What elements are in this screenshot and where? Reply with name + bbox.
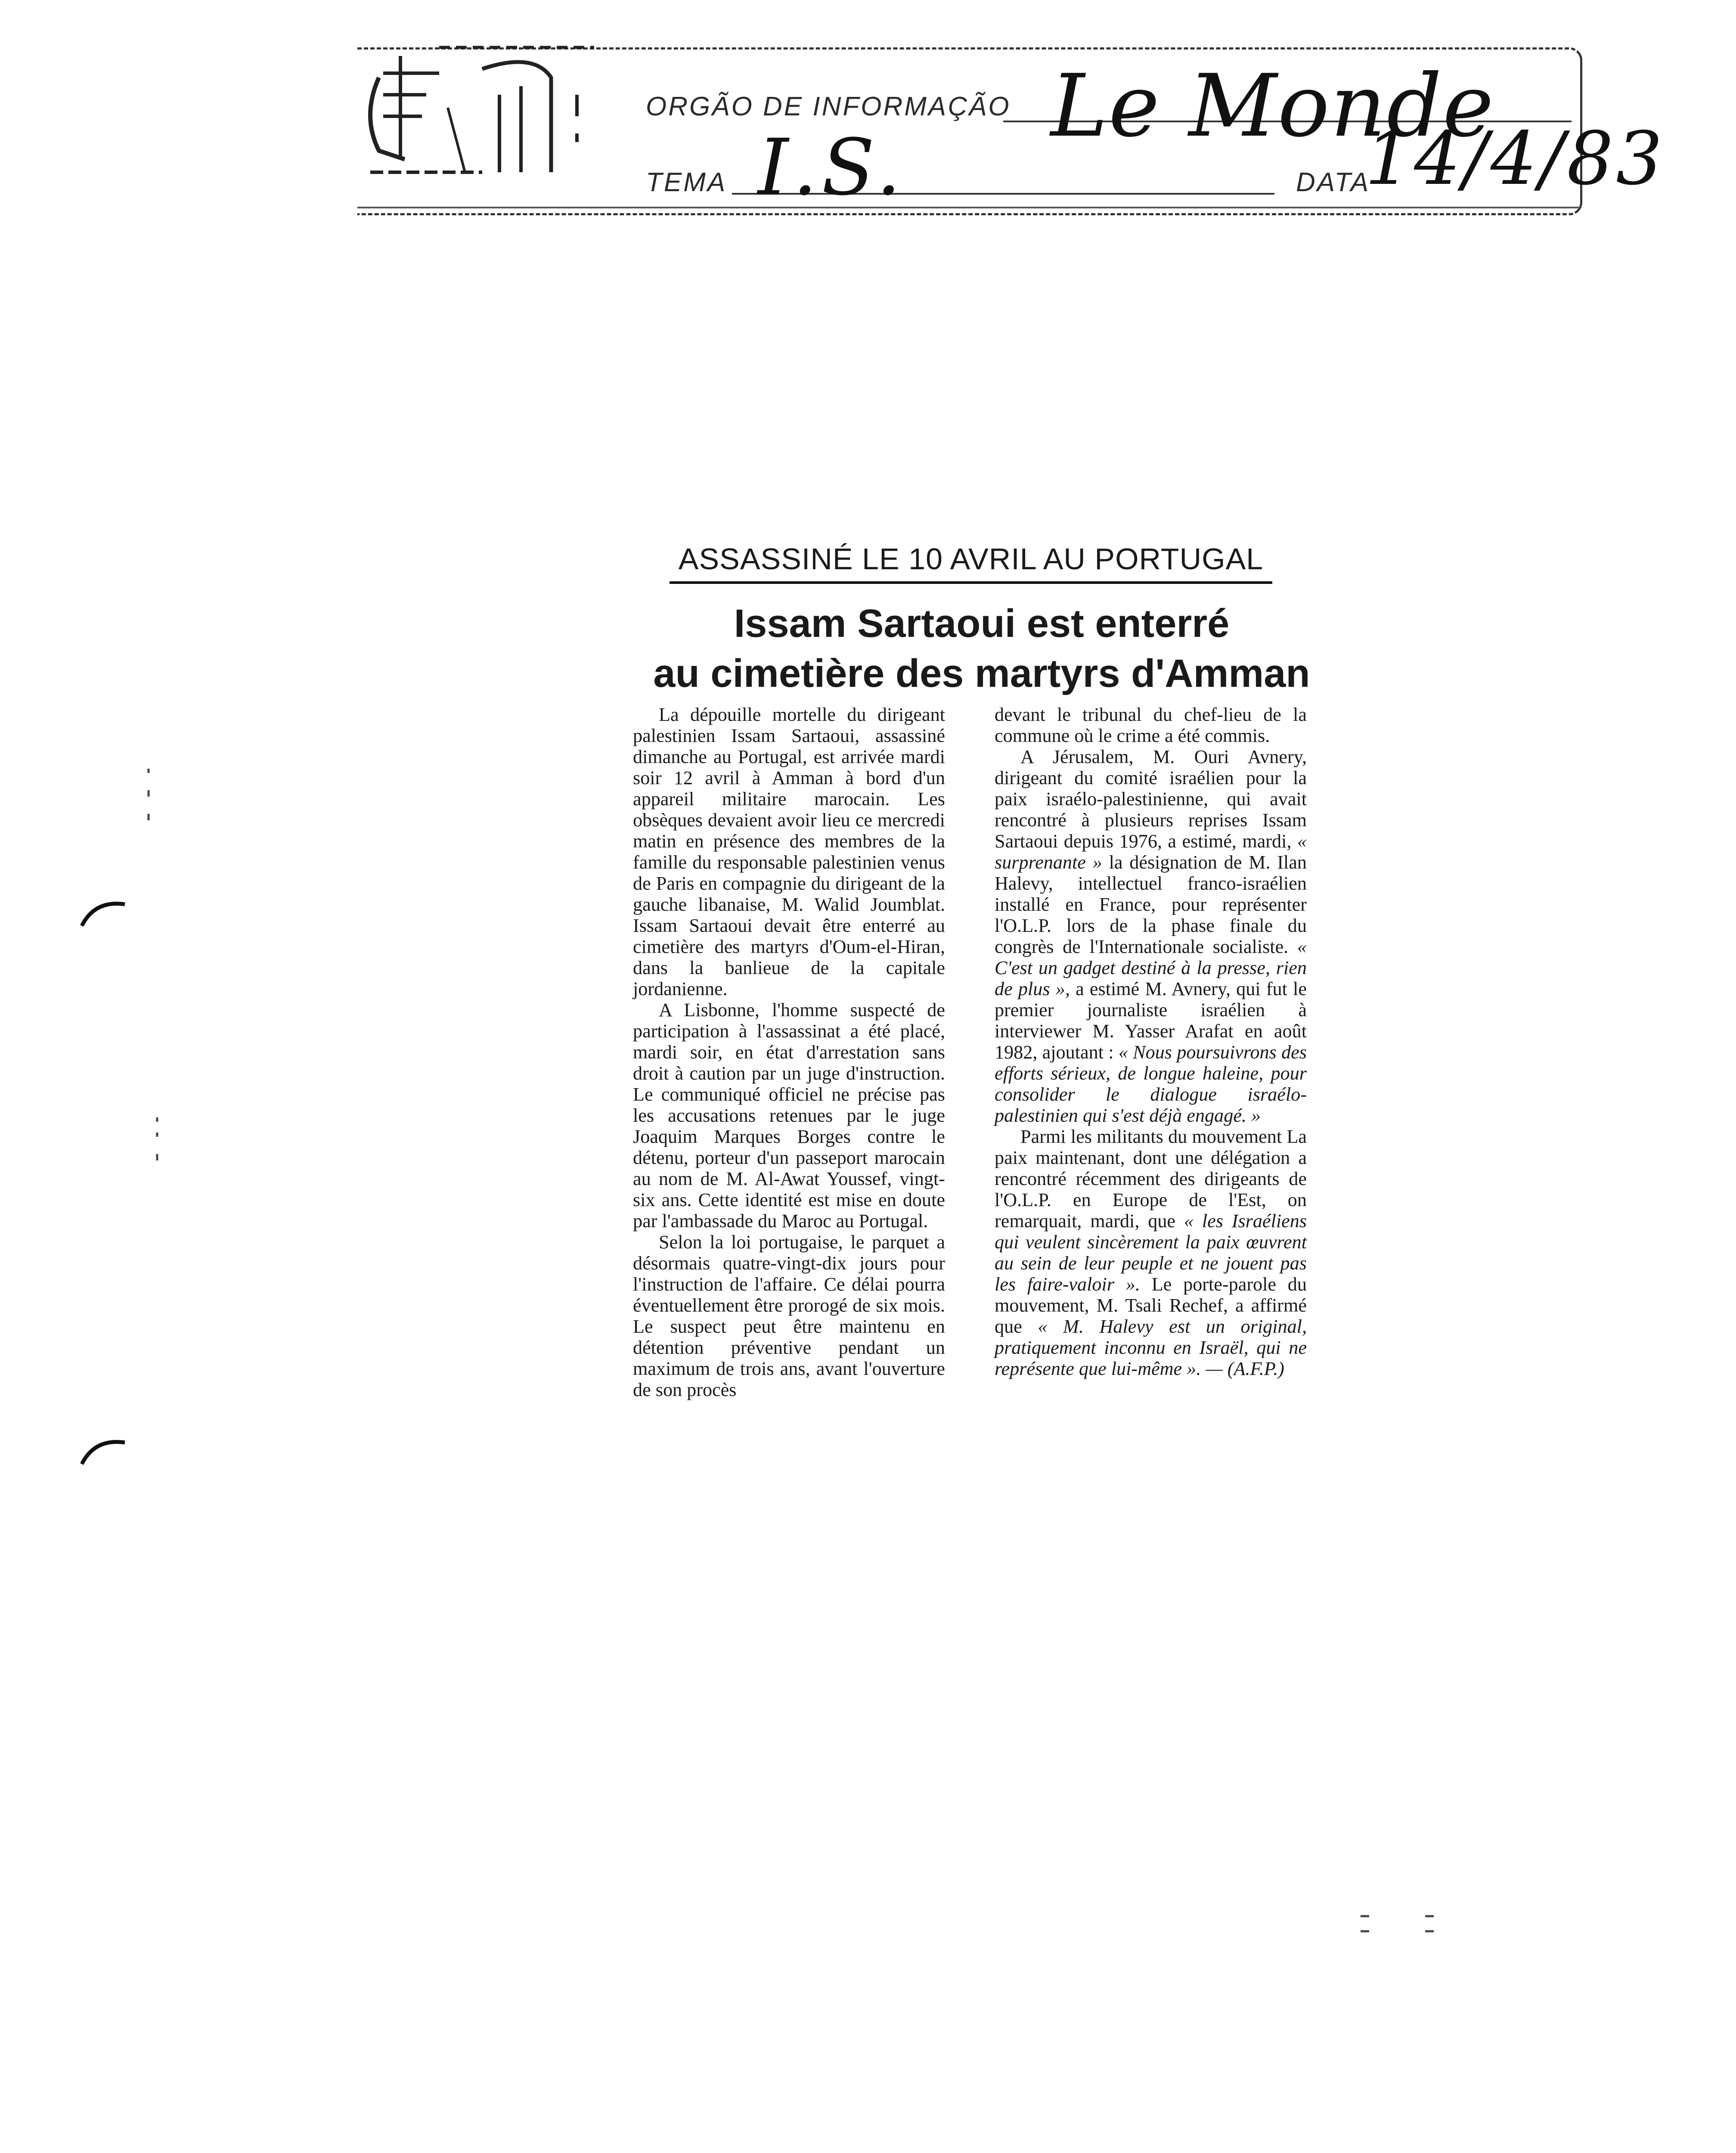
paragraph-4-quote-3: « Nous poursuivrons des efforts sérieux, de longue haleine, pour consolider le dialogue israélo-palestinien qui s'est déjà engagé. »: [995, 1042, 1307, 1126]
margin-speck-4: [1421, 1912, 1438, 1938]
article-kicker: ASSASSINÉ LE 10 AVRIL AU PORTUGAL: [678, 542, 1264, 576]
headline-line-2: au cimetière des martyrs d'Amman: [653, 651, 1310, 695]
article-headline: [633, 599, 1330, 698]
paragraph-1: La dépouille mortelle du dirigeant palestinien Issam Sartaoui, assassiné dimanche au Portugal, est arrivée mardi soir 12 avril à Amman à bord d'un appareil militaire marocain. Les obsèques devaient avoir lieu ce mercredi matin en présence des membres de la famille du responsable palestinien venus de Paris en compagnie du dirigeant de la gauche libanaise, M. Walid Joumblat. Issam Sartaoui devait être enterré au cimetière des martyrs d'Oum-el-Hiran, dans la banlieue de la capitale jordanienne.: [633, 704, 945, 999]
paragraph-4-text-a: A Jérusalem, M. Ouri Avnery, dirigeant du comité israélien pour la paix israélo-palestinienne, qui avait rencontré à plusieurs reprises Issam Sartaoui depuis 1976, a estimé, mardi,: [995, 746, 1307, 852]
archive-logo-icon: [353, 30, 603, 202]
paragraph-5-quote-1: « les Israéliens qui veulent sincèrement la paix œuvrent au sein de leur peuple et ne jouent pas les faire-valoir ».: [995, 1210, 1307, 1295]
paragraph-5-text-a: Parmi les militants du mouvement La paix maintenant, dont une délégation a rencontré récemment des dirigeants de l'O.L.P. en Europe de l'Est, on remarquait, mardi, que: [995, 1126, 1307, 1232]
topic-handwritten-value: I.S.: [758, 123, 905, 213]
margin-speck-3: [1356, 1912, 1373, 1938]
paragraph-4-text-c: a estimé M. Avnery, qui fut le premier journaliste israélien à interviewer M. Yasser Arafat en août 1982, ajoutant :: [995, 978, 1307, 1063]
paragraph-2: A Lisbonne, l'homme suspecté de participation à l'assassinat a été placé, mardi soir, en état d'arrestation sans droit à caution par un juge d'instruction. Le communiqué officiel ne précise pas les accusations retenues par le juge Joaquim Marques Borges contre le détenu, porteur d'un passeport marocain au nom de M. Al-Awat Youssef, vingt-six ans. Cette identité est mise en doute par l'ambassade du Maroc au Portugal.: [633, 999, 945, 1232]
punch-hole-mark-upper: [78, 896, 129, 930]
margin-speck-1: [142, 766, 155, 822]
paragraph-5-quote-2: « M. Halevy est un original, pratiquement inconnu en Israël, qui ne représente que lui-même ». — (A.F.P.): [995, 1316, 1307, 1379]
source-label: ORGÃO DE INFORMAÇÃO: [646, 92, 1011, 121]
paragraph-5-text-b: Le porte-parole du mouvement, M. Tsali Rechef, a affirmé que: [995, 1274, 1307, 1337]
paragraph-4-text-b: la désignation de M. Ilan Halevy, intellectuel franco-israélien installé en France, pour représenter l'O.L.P. lors de la phase finale du congrès de l'Internationale socialiste.: [995, 852, 1307, 957]
punch-hole-mark-lower: [78, 1434, 129, 1468]
paragraph-5: [995, 1126, 1307, 1379]
paragraph-3: Selon la loi portugaise, le parquet a désormais quatre-vingt-dix jours pour l'instruction de l'affaire. Ce délai pourra éventuellement être prorogé de six mois. Le suspect peut être maintenu en détention préventive pendant un maximum de trois ans, avant l'ouverture de son procès: [633, 1232, 945, 1400]
kicker-underline: [670, 581, 1272, 584]
headline-line-1: Issam Sartaoui est enterré: [734, 602, 1230, 645]
article-column-right: [995, 704, 1307, 1379]
date-label: DATA: [1296, 168, 1370, 197]
paragraph-4: [995, 746, 1307, 1126]
source-handwritten-value: Le Monde: [1051, 56, 1495, 156]
margin-speck-2: [151, 1115, 164, 1163]
topic-label: TEMA: [646, 168, 727, 197]
paragraph-3-continued: devant le tribunal du chef-lieu de la commune où le crime a été commis.: [995, 704, 1307, 746]
article-column-left: [633, 704, 945, 1400]
paragraph-4-quote-1: « surprenante »: [995, 831, 1307, 873]
date-handwritten-value: 14/4/83: [1365, 116, 1665, 202]
paragraph-4-quote-2: « C'est un gadget destiné à la presse, rien de plus »,: [995, 936, 1307, 999]
header-divider: [357, 207, 1580, 208]
